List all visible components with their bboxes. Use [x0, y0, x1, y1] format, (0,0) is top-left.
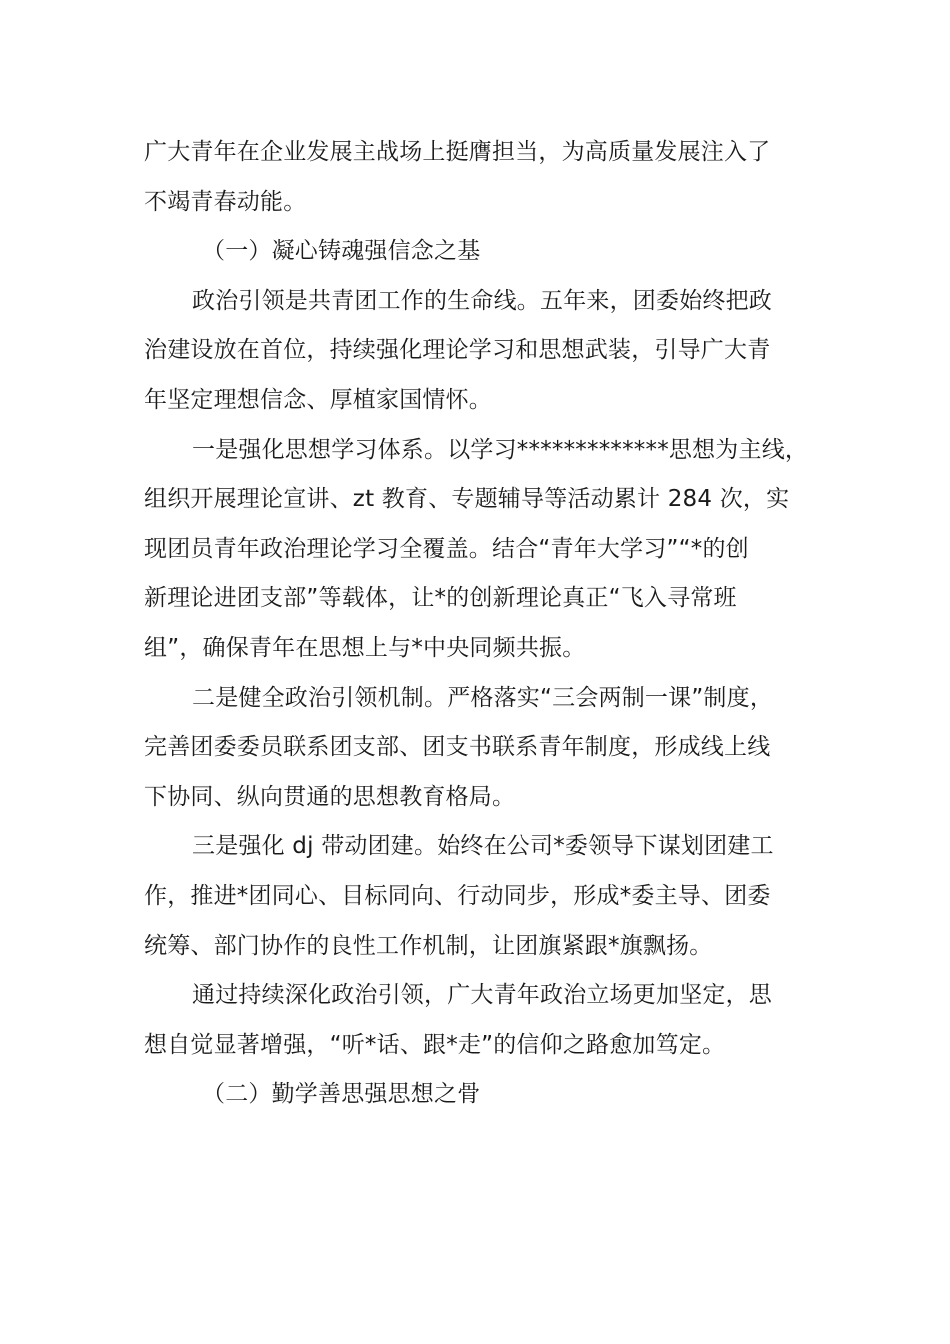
paragraph-start: 政治引领是共青团工作的生命线。五年来，团委始终把政	[192, 287, 772, 314]
paragraph-start: 通过持续深化政治引领，广大青年政治立场更加坚定，思	[192, 982, 772, 1009]
text-line: 新理论进团支部”等载体，让*的创新理论真正“飞入寻常班	[144, 585, 737, 612]
section-heading: （一）凝心铸魂强信念之基	[202, 238, 481, 265]
text-line: 完善团委委员联系团支部、团支书联系青年制度，形成线上线	[144, 734, 771, 761]
text-line: 现团员青年政治理论学习全覆盖。结合“青年大学习”“*的创	[144, 535, 749, 562]
document-body	[144, 128, 814, 1120]
text-line: 年坚定理想信念、厚植家国情怀。	[144, 386, 492, 413]
paragraph-start: 三是强化 dj 带动团建。始终在公司*委领导下谋划团建工	[192, 833, 774, 860]
text-line: 统筹、部门协作的良性工作机制，让团旗紧跟*旗飘扬。	[144, 932, 713, 959]
paragraph-start: 二是健全政治引领机制。严格落实“三会两制一课”制度，	[192, 684, 774, 711]
text-line: 广大青年在企业发展主战场上挺膺担当，为高质量发展注入了	[144, 139, 771, 165]
text-line: 作，推进*团同心、目标同向、行动同步，形成*委主导、团委	[144, 882, 771, 909]
section-heading: （二）勤学善思强思想之骨	[202, 1081, 481, 1108]
text-line: 想自觉显著增强，“听*话、跟*走”的信仰之路愈加笃定。	[144, 1031, 726, 1058]
text-line: 治建设放在首位，持续强化理论学习和思想武装，引导广大青	[144, 337, 771, 364]
text-line: 下协同、纵向贯通的思想教育格局。	[144, 783, 516, 810]
text-line: 不竭青春动能。	[144, 188, 307, 215]
text-line: 组织开展理论宣讲、zt 教育、专题辅导等活动累计 284 次，实	[144, 486, 790, 513]
paragraph-start: 一是强化思想学习体系。以学习*************思想为主线，	[192, 436, 809, 463]
text-line: 组”，确保青年在思想上与*中央同频共振。	[144, 634, 586, 661]
